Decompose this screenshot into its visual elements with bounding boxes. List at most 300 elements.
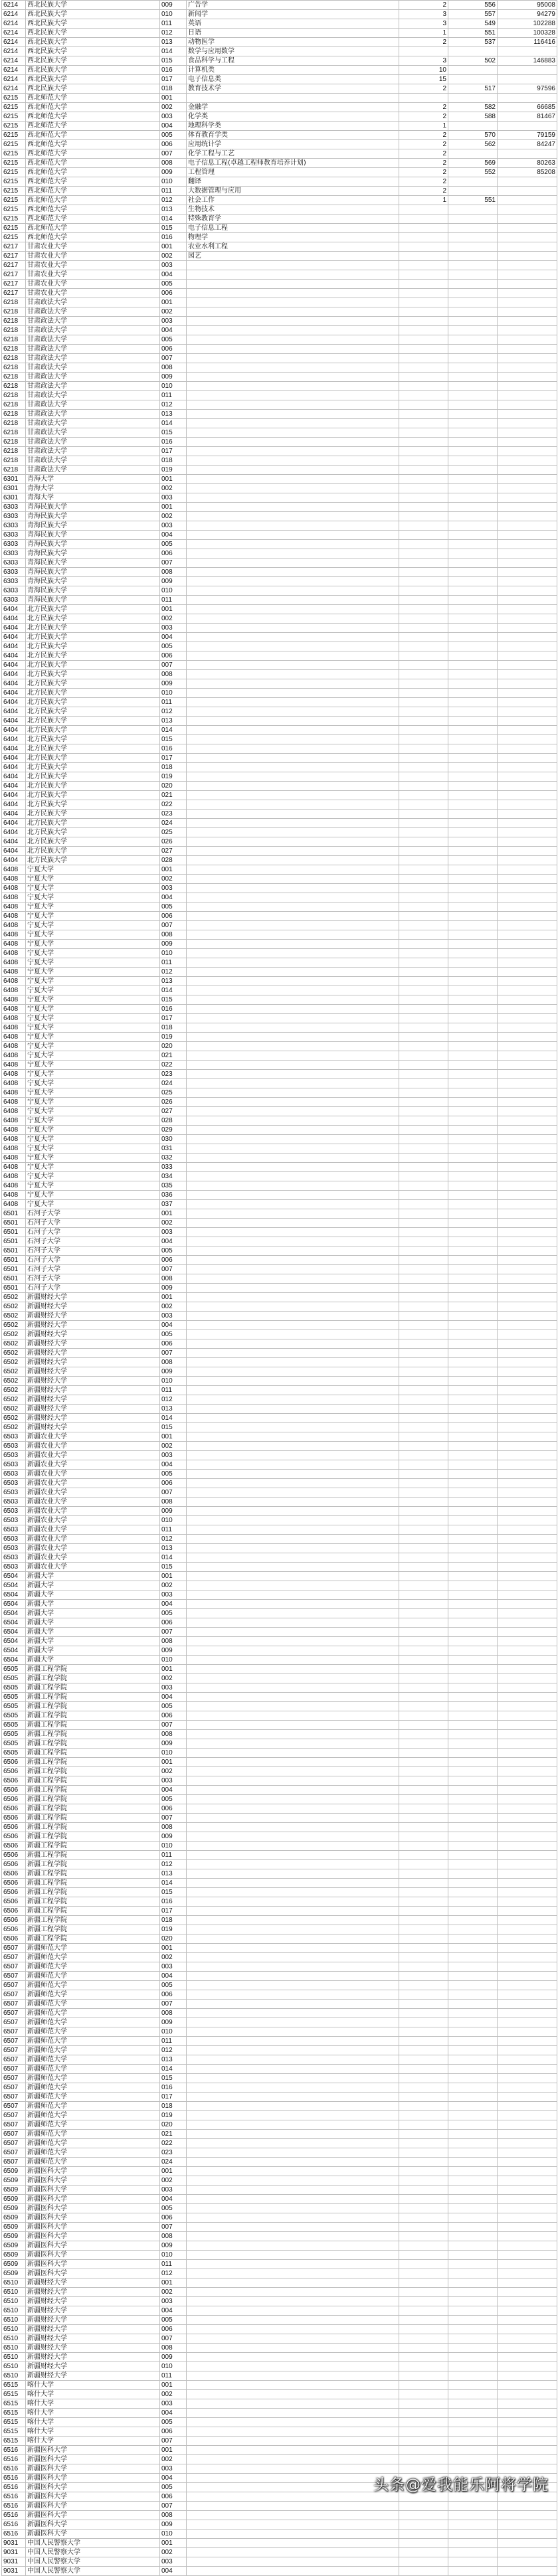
- min-rank-cell: [498, 893, 557, 902]
- min-score-cell: [448, 2539, 498, 2548]
- school-code-cell: 6505: [2, 1711, 26, 1721]
- major-code-cell: 003: [160, 1451, 187, 1460]
- school-name-cell: 新疆师范大学: [26, 2120, 160, 2130]
- major-name-cell: [187, 819, 399, 828]
- min-score-cell: [448, 1934, 498, 1944]
- min-score-cell: [448, 2009, 498, 2018]
- min-rank-cell: [498, 2306, 557, 2316]
- table-row: [2, 187, 557, 196]
- major-name-cell: [187, 1767, 399, 1776]
- min-score-cell: [448, 837, 498, 847]
- min-score-cell: [448, 307, 498, 317]
- plan-count-cell: [399, 2520, 448, 2530]
- table-row: [2, 1126, 557, 1135]
- school-code-cell: 6408: [2, 958, 26, 968]
- plan-count-cell: 1: [399, 196, 448, 205]
- school-name-cell: 新疆医科大学: [26, 2167, 160, 2176]
- major-name-cell: [187, 670, 399, 679]
- plan-count-cell: [399, 819, 448, 828]
- major-code-cell: 005: [160, 1470, 187, 1479]
- min-score-cell: [448, 2362, 498, 2371]
- school-code-cell: 6506: [2, 1842, 26, 1851]
- school-name-cell: 甘肃农业大学: [26, 280, 160, 289]
- major-code-cell: 008: [160, 363, 187, 373]
- min-score-cell: [448, 1711, 498, 1721]
- school-name-cell: 北方民族大学: [26, 726, 160, 735]
- min-rank-cell: [498, 1088, 557, 1098]
- school-code-cell: 6507: [2, 2046, 26, 2055]
- table-row: [2, 1414, 557, 1423]
- min-score-cell: [448, 1665, 498, 1674]
- school-code-cell: 6408: [2, 1126, 26, 1135]
- min-rank-cell: [498, 1786, 557, 1795]
- major-name-cell: [187, 2232, 399, 2241]
- school-code-cell: 6507: [2, 2018, 26, 2027]
- plan-count-cell: [399, 875, 448, 884]
- min-rank-cell: [498, 2427, 557, 2437]
- major-code-cell: 004: [160, 2409, 187, 2418]
- plan-count-cell: [399, 1851, 448, 1860]
- major-name-cell: [187, 2474, 399, 2483]
- major-name-cell: [187, 1972, 399, 1981]
- table-row: [2, 2065, 557, 2074]
- min-rank-cell: [498, 1795, 557, 1804]
- major-name-cell: [187, 1516, 399, 1525]
- min-rank-cell: [498, 270, 557, 280]
- min-rank-cell: [498, 1284, 557, 1293]
- school-code-cell: 6408: [2, 1014, 26, 1023]
- min-score-cell: [448, 763, 498, 772]
- major-code-cell: 016: [160, 2083, 187, 2093]
- school-name-cell: 新疆财经大学: [26, 1339, 160, 1349]
- major-code-cell: 001: [160, 1758, 187, 1767]
- school-code-cell: 9031: [2, 2539, 26, 2548]
- plan-count-cell: [399, 47, 448, 56]
- min-rank-cell: [498, 484, 557, 493]
- school-name-cell: 新疆工程学院: [26, 1814, 160, 1823]
- school-code-cell: 6408: [2, 912, 26, 921]
- major-name-cell: [187, 2492, 399, 2502]
- table-row: [2, 1237, 557, 1246]
- school-code-cell: 6503: [2, 1544, 26, 1553]
- min-rank-cell: [498, 382, 557, 391]
- school-name-cell: 宁夏大学: [26, 1154, 160, 1163]
- plan-count-cell: [399, 2213, 448, 2223]
- major-code-cell: 012: [160, 2269, 187, 2278]
- major-code-cell: 016: [160, 1005, 187, 1014]
- school-code-cell: 6509: [2, 2232, 26, 2241]
- min-score-cell: [448, 1693, 498, 1702]
- school-name-cell: 新疆财经大学: [26, 1358, 160, 1367]
- major-name-cell: [187, 735, 399, 744]
- table-row: [2, 447, 557, 456]
- school-code-cell: 6507: [2, 2111, 26, 2120]
- school-code-cell: 6515: [2, 2381, 26, 2390]
- min-rank-cell: [498, 1925, 557, 1934]
- table-row: [2, 261, 557, 270]
- min-score-cell: [448, 1488, 498, 1498]
- major-name-cell: [187, 2223, 399, 2232]
- plan-count-cell: [399, 1962, 448, 1972]
- plan-count-cell: [399, 503, 448, 512]
- major-code-cell: 011: [160, 19, 187, 29]
- major-code-cell: 004: [160, 633, 187, 642]
- table-row: [2, 1572, 557, 1581]
- plan-count-cell: [399, 1302, 448, 1312]
- plan-count-cell: [399, 930, 448, 940]
- school-name-cell: 新疆工程学院: [26, 1683, 160, 1693]
- table-row: [2, 335, 557, 345]
- min-score-cell: [448, 884, 498, 893]
- major-name-cell: [187, 1098, 399, 1107]
- plan-count-cell: [399, 856, 448, 865]
- major-code-cell: 005: [160, 2483, 187, 2492]
- school-code-cell: 6215: [2, 112, 26, 122]
- table-row: [2, 2046, 557, 2055]
- school-code-cell: 6507: [2, 2074, 26, 2083]
- plan-count-cell: [399, 2567, 448, 2576]
- major-code-cell: 003: [160, 1683, 187, 1693]
- min-rank-cell: [498, 1265, 557, 1274]
- table-row: [2, 2000, 557, 2009]
- plan-count-cell: [399, 670, 448, 679]
- plan-count-cell: [399, 2381, 448, 2390]
- min-score-cell: [448, 1879, 498, 1888]
- school-code-cell: 6506: [2, 1758, 26, 1767]
- table-row: [2, 717, 557, 726]
- table-row: [2, 224, 557, 233]
- table-row: [2, 968, 557, 977]
- table-row: [2, 577, 557, 586]
- min-rank-cell: [498, 1507, 557, 1516]
- school-code-cell: 6408: [2, 986, 26, 995]
- min-score-cell: 537: [448, 38, 498, 47]
- plan-count-cell: [399, 1516, 448, 1525]
- min-score-cell: [448, 1618, 498, 1628]
- school-code-cell: 6506: [2, 1897, 26, 1907]
- plan-count-cell: [399, 2260, 448, 2269]
- min-score-cell: [448, 47, 498, 56]
- min-rank-cell: [498, 1637, 557, 1646]
- school-name-cell: 宁夏大学: [26, 912, 160, 921]
- school-name-cell: 喀什大学: [26, 2409, 160, 2418]
- school-code-cell: 6215: [2, 224, 26, 233]
- school-code-cell: 6215: [2, 168, 26, 177]
- school-code-cell: 6504: [2, 1656, 26, 1665]
- plan-count-cell: [399, 2251, 448, 2260]
- major-code-cell: 025: [160, 828, 187, 837]
- major-name-cell: [187, 1405, 399, 1414]
- plan-count-cell: [399, 2074, 448, 2083]
- major-name-cell: [187, 837, 399, 847]
- school-name-cell: 中国人民警察大学: [26, 2567, 160, 2576]
- plan-count-cell: [399, 1293, 448, 1302]
- plan-count-cell: [399, 1246, 448, 1256]
- school-name-cell: 新疆师范大学: [26, 2130, 160, 2139]
- min-rank-cell: [498, 670, 557, 679]
- table-row: [2, 1693, 557, 1702]
- min-score-cell: [448, 1163, 498, 1172]
- major-code-cell: 004: [160, 2306, 187, 2316]
- plan-count-cell: [399, 1674, 448, 1683]
- min-rank-cell: [498, 196, 557, 205]
- major-code-cell: 006: [160, 651, 187, 661]
- plan-count-cell: [399, 1033, 448, 1042]
- plan-count-cell: [399, 493, 448, 503]
- school-name-cell: 新疆工程学院: [26, 1888, 160, 1897]
- school-name-cell: 新疆师范大学: [26, 2083, 160, 2093]
- school-code-cell: 6501: [2, 1265, 26, 1274]
- plan-count-cell: [399, 1367, 448, 1377]
- min-rank-cell: [498, 289, 557, 298]
- table-row: [2, 651, 557, 661]
- plan-count-cell: [399, 2083, 448, 2093]
- major-name-cell: [187, 1051, 399, 1061]
- min-rank-cell: [498, 1953, 557, 1962]
- major-name-cell: [187, 2027, 399, 2037]
- major-name-cell: [187, 493, 399, 503]
- min-score-cell: [448, 1172, 498, 1181]
- min-rank-cell: [498, 1460, 557, 1470]
- major-code-cell: 020: [160, 782, 187, 791]
- min-rank-cell: [498, 995, 557, 1005]
- school-name-cell: 新疆大学: [26, 1637, 160, 1646]
- school-code-cell: 6505: [2, 1739, 26, 1749]
- table-row: [2, 1014, 557, 1023]
- major-code-cell: 010: [160, 10, 187, 19]
- table-row: [2, 363, 557, 373]
- major-code-cell: 004: [160, 2195, 187, 2204]
- major-name-cell: [187, 317, 399, 326]
- min-rank-cell: [498, 1804, 557, 1814]
- school-name-cell: 北方民族大学: [26, 791, 160, 800]
- table-row: [2, 438, 557, 447]
- school-code-cell: 6509: [2, 2195, 26, 2204]
- major-name-cell: [187, 1842, 399, 1851]
- min-score-cell: [448, 2102, 498, 2111]
- school-name-cell: 新疆师范大学: [26, 2074, 160, 2083]
- school-name-cell: 宁夏大学: [26, 1163, 160, 1172]
- school-name-cell: 新疆工程学院: [26, 1721, 160, 1730]
- school-code-cell: 6404: [2, 642, 26, 651]
- table-row: [2, 1879, 557, 1888]
- plan-count-cell: [399, 2297, 448, 2306]
- plan-count-cell: [399, 679, 448, 689]
- plan-count-cell: [399, 391, 448, 400]
- plan-count-cell: [399, 2362, 448, 2371]
- school-name-cell: 西北民族大学: [26, 38, 160, 47]
- table-row: [2, 744, 557, 754]
- major-code-cell: 001: [160, 1293, 187, 1302]
- min-score-cell: [448, 512, 498, 521]
- min-score-cell: [448, 2093, 498, 2102]
- school-name-cell: 新疆农业大学: [26, 1535, 160, 1544]
- min-score-cell: [448, 187, 498, 196]
- school-name-cell: 西北师范大学: [26, 215, 160, 224]
- school-name-cell: 宁夏大学: [26, 1005, 160, 1014]
- min-rank-cell: [498, 233, 557, 242]
- table-row: [2, 865, 557, 875]
- school-name-cell: 新疆农业大学: [26, 1488, 160, 1498]
- major-name-cell: [187, 1107, 399, 1116]
- plan-count-cell: [399, 345, 448, 354]
- major-name-cell: [187, 1572, 399, 1581]
- major-name-cell: [187, 772, 399, 782]
- min-rank-cell: [498, 66, 557, 75]
- table-row: [2, 1962, 557, 1972]
- major-code-cell: 006: [160, 2492, 187, 2502]
- min-score-cell: [448, 1302, 498, 1312]
- school-name-cell: 新疆财经大学: [26, 1312, 160, 1321]
- school-code-cell: 6404: [2, 837, 26, 847]
- table-row: [2, 2037, 557, 2046]
- min-rank-cell: [498, 1702, 557, 1711]
- min-rank-cell: [498, 1581, 557, 1590]
- school-code-cell: 6502: [2, 1386, 26, 1395]
- major-code-cell: 017: [160, 1907, 187, 1916]
- major-code-cell: 011: [160, 2260, 187, 2269]
- min-score-cell: [448, 1842, 498, 1851]
- major-name-cell: 应用统计学: [187, 140, 399, 149]
- table-row: [2, 782, 557, 791]
- school-code-cell: 6408: [2, 1191, 26, 1200]
- school-code-cell: 6507: [2, 2102, 26, 2111]
- school-code-cell: 6408: [2, 1088, 26, 1098]
- min-rank-cell: [498, 2009, 557, 2018]
- school-code-cell: 6507: [2, 2055, 26, 2065]
- table-row: [2, 2130, 557, 2139]
- major-code-cell: 013: [160, 1869, 187, 1879]
- table-row: [2, 1200, 557, 1209]
- table-row: [2, 1470, 557, 1479]
- school-code-cell: 6506: [2, 1814, 26, 1823]
- school-code-cell: 6504: [2, 1628, 26, 1637]
- table-row: [2, 1823, 557, 1832]
- min-score-cell: [448, 2297, 498, 2306]
- major-code-cell: 013: [160, 977, 187, 986]
- major-name-cell: [187, 438, 399, 447]
- min-rank-cell: [498, 2083, 557, 2093]
- plan-count-cell: [399, 912, 448, 921]
- major-code-cell: 003: [160, 1590, 187, 1600]
- min-rank-cell: [498, 1888, 557, 1897]
- school-name-cell: 西北师范大学: [26, 233, 160, 242]
- min-score-cell: [448, 2399, 498, 2409]
- major-code-cell: 014: [160, 1879, 187, 1888]
- major-name-cell: 物理学: [187, 233, 399, 242]
- min-score-cell: [448, 2251, 498, 2260]
- major-name-cell: [187, 1907, 399, 1916]
- school-name-cell: 新疆财经大学: [26, 1395, 160, 1405]
- school-name-cell: 西北师范大学: [26, 205, 160, 215]
- table-row: [2, 307, 557, 317]
- school-code-cell: 6505: [2, 1693, 26, 1702]
- plan-count-cell: 2: [399, 84, 448, 94]
- plan-count-cell: [399, 707, 448, 717]
- major-name-cell: [187, 1014, 399, 1023]
- min-rank-cell: [498, 717, 557, 726]
- major-name-cell: [187, 614, 399, 624]
- major-name-cell: [187, 633, 399, 642]
- school-name-cell: 新疆工程学院: [26, 1749, 160, 1758]
- plan-count-cell: [399, 2409, 448, 2418]
- school-code-cell: 6509: [2, 2167, 26, 2176]
- school-name-cell: 石河子大学: [26, 1274, 160, 1284]
- major-code-cell: 003: [160, 1962, 187, 1972]
- min-rank-cell: 97596: [498, 84, 557, 94]
- major-name-cell: [187, 1749, 399, 1758]
- major-name-cell: [187, 391, 399, 400]
- major-code-cell: 017: [160, 2093, 187, 2102]
- major-code-cell: 003: [160, 521, 187, 531]
- min-rank-cell: [498, 1339, 557, 1349]
- plan-count-cell: [399, 1646, 448, 1656]
- major-code-cell: 016: [160, 1897, 187, 1907]
- min-rank-cell: [498, 2353, 557, 2362]
- min-rank-cell: [498, 1544, 557, 1553]
- school-name-cell: 西北师范大学: [26, 103, 160, 112]
- table-row: [2, 2539, 557, 2548]
- major-name-cell: [187, 754, 399, 763]
- major-name-cell: [187, 1804, 399, 1814]
- major-code-cell: 002: [160, 1442, 187, 1451]
- major-name-cell: [187, 2520, 399, 2530]
- major-name-cell: [187, 456, 399, 466]
- school-name-cell: 新疆医科大学: [26, 2213, 160, 2223]
- major-code-cell: 003: [160, 2297, 187, 2306]
- major-code-cell: 007: [160, 1265, 187, 1274]
- min-rank-cell: [498, 1451, 557, 1460]
- school-name-cell: 新疆医科大学: [26, 2474, 160, 2483]
- table-row: [2, 633, 557, 642]
- school-name-cell: 北方民族大学: [26, 800, 160, 810]
- min-rank-cell: [498, 1181, 557, 1191]
- major-name-cell: [187, 1088, 399, 1098]
- major-code-cell: 002: [160, 1674, 187, 1683]
- major-code-cell: 014: [160, 47, 187, 56]
- plan-count-cell: [399, 558, 448, 568]
- school-name-cell: 西北师范大学: [26, 177, 160, 187]
- table-row: [2, 1088, 557, 1098]
- major-code-cell: 008: [160, 1274, 187, 1284]
- school-code-cell: 6303: [2, 549, 26, 558]
- min-rank-cell: [498, 400, 557, 410]
- min-rank-cell: [498, 2260, 557, 2269]
- major-name-cell: [187, 2120, 399, 2130]
- school-name-cell: 甘肃政法大学: [26, 307, 160, 317]
- school-name-cell: 甘肃政法大学: [26, 363, 160, 373]
- school-code-cell: 6215: [2, 159, 26, 168]
- school-name-cell: 北方民族大学: [26, 698, 160, 707]
- plan-count-cell: [399, 1525, 448, 1535]
- min-score-cell: 562: [448, 140, 498, 149]
- school-code-cell: 6505: [2, 1702, 26, 1711]
- school-code-cell: 6214: [2, 19, 26, 29]
- table-row: [2, 1098, 557, 1107]
- school-name-cell: 甘肃政法大学: [26, 382, 160, 391]
- min-score-cell: [448, 1981, 498, 1990]
- school-name-cell: 新疆农业大学: [26, 1553, 160, 1563]
- school-code-cell: 6506: [2, 1823, 26, 1832]
- major-name-cell: [187, 1284, 399, 1293]
- min-rank-cell: [498, 1962, 557, 1972]
- min-score-cell: [448, 1228, 498, 1237]
- plan-count-cell: [399, 2148, 448, 2158]
- min-rank-cell: [498, 224, 557, 233]
- table-row: [2, 1051, 557, 1061]
- table-row: [2, 2074, 557, 2083]
- school-code-cell: 6515: [2, 2409, 26, 2418]
